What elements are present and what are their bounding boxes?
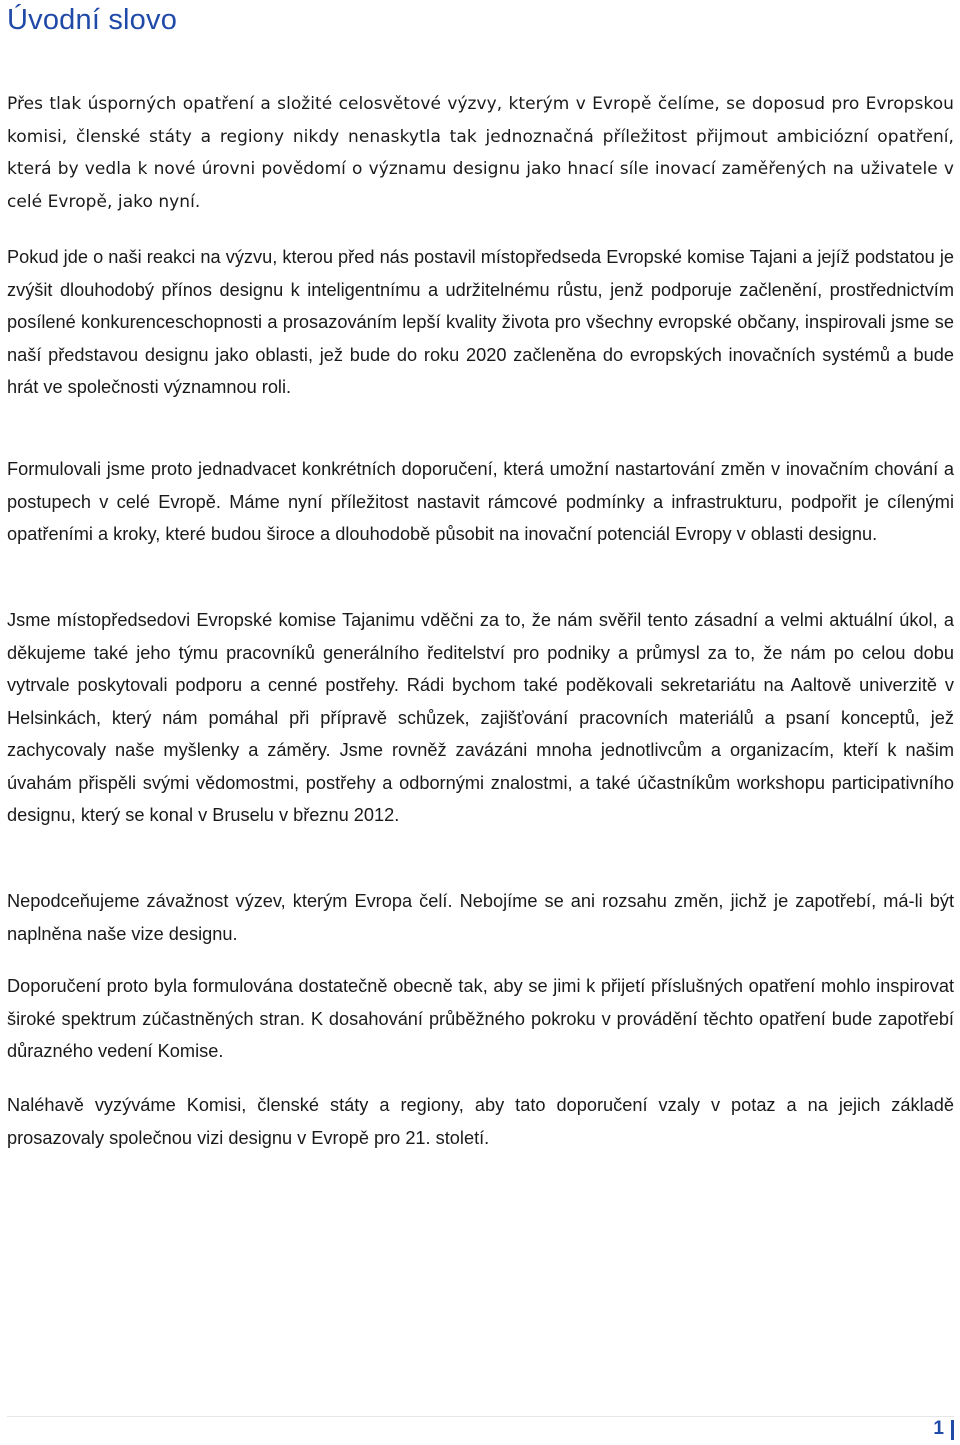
- paragraph-call-to-action: Naléhavě vyzýváme Komisi, členské státy a regiony, aby tato doporučení vzaly v potaz a na jejich základě prosazovaly společnou vizi designu v Evropě pro 21. století.: [7, 1095, 954, 1148]
- paragraph-intro: Přes tlak úsporných opatření a složité celosvětové výzvy, kterým v Evropě čelíme, se doposud pro Evropskou komisi, členské státy a regiony nikdy nenaskytla tak jednoznačná příležitost přijmout ambiciózní opatření, která by vedla k nové úrovni povědomí o významu designu jako hnací síle inovací zaměřených na uživatele v celé Evropě, jako nyní.: [7, 94, 954, 212]
- paragraph-response: Pokud jde o naši reakci na výzvu, kterou před nás postavil místopředseda Evropské komise Tajani a jejíž podstatou je zvýšit dlouhodobý přínos designu k inteligentnímu a udržitelnému růstu, jenž podporuje začlenění, prostřednictvím posílené konkurenceschopnosti a prosazováním lepší kvality života pro všechny evropské občany, inspirovali jsme se naší představou designu jako oblasti, jež bude do roku 2020 začleněna do evropských inovačních systémů a bude hrát ve společnosti významnou roli.: [7, 247, 954, 397]
- paragraph-acknowledgements: Jsme místopředsedovi Evropské komise Tajanimu vděčni za to, že nám svěřil tento zásadní a velmi aktuální úkol, a děkujeme také jeho týmu pracovníků generálního ředitelství pro podniky a průmysl za to, že nám po celou dobu vytrvale poskytovali podporu a cenné postřehy. Rádi bychom také poděkovali sekretariátu na Aaltově univerzitě v Helsinkách, který nám pomáhal při přípravě schůzek, zajišťování pracovních materiálů a psaní konceptů, jež zachycovaly naše myšlenky a záměry. Jsme rovněž zavázáni mnoha jednotlivcům a organizacím, kteří k našim úvahám přispěli svými vědomostmi, postřehy a odbornými znalostmi, a také účastníkům workshopu participativního designu, který se konal v Bruselu v březnu 2012.: [7, 610, 954, 825]
- page-number: 1: [933, 1418, 944, 1439]
- paragraph-challenges: Nepodceňujeme závažnost výzev, kterým Evropa čelí. Nebojíme se ani rozsahu změn, jichž je zapotřebí, má-li být naplněna naše vize designu.: [7, 891, 954, 944]
- page-number-bar: [951, 1420, 954, 1440]
- footer-divider: [7, 1416, 954, 1417]
- paragraph-formulation: Doporučení proto byla formulována dostatečně obecně tak, aby se jimi k přijetí příslušných opatření mohlo inspirovat široké spektrum zúčastněných stran. K dosahování průběžného pokroku v provádění těchto opatření bude zapotřebí důrazného vedení Komise.: [7, 976, 954, 1061]
- page-title: Úvodní slovo: [7, 4, 178, 36]
- paragraph-recommendations: Formulovali jsme proto jednadvacet konkrétních doporučení, která umožní nastartování změn v inovačním chování a postupech v celé Evropě. Máme nyní příležitost nastavit rámcové podmínky a infrastrukturu, podpořit je cílenými opatřeními a kroky, které budou široce a dlouhodobě působit na inovační potenciál Evropy v oblasti designu.: [7, 459, 954, 544]
